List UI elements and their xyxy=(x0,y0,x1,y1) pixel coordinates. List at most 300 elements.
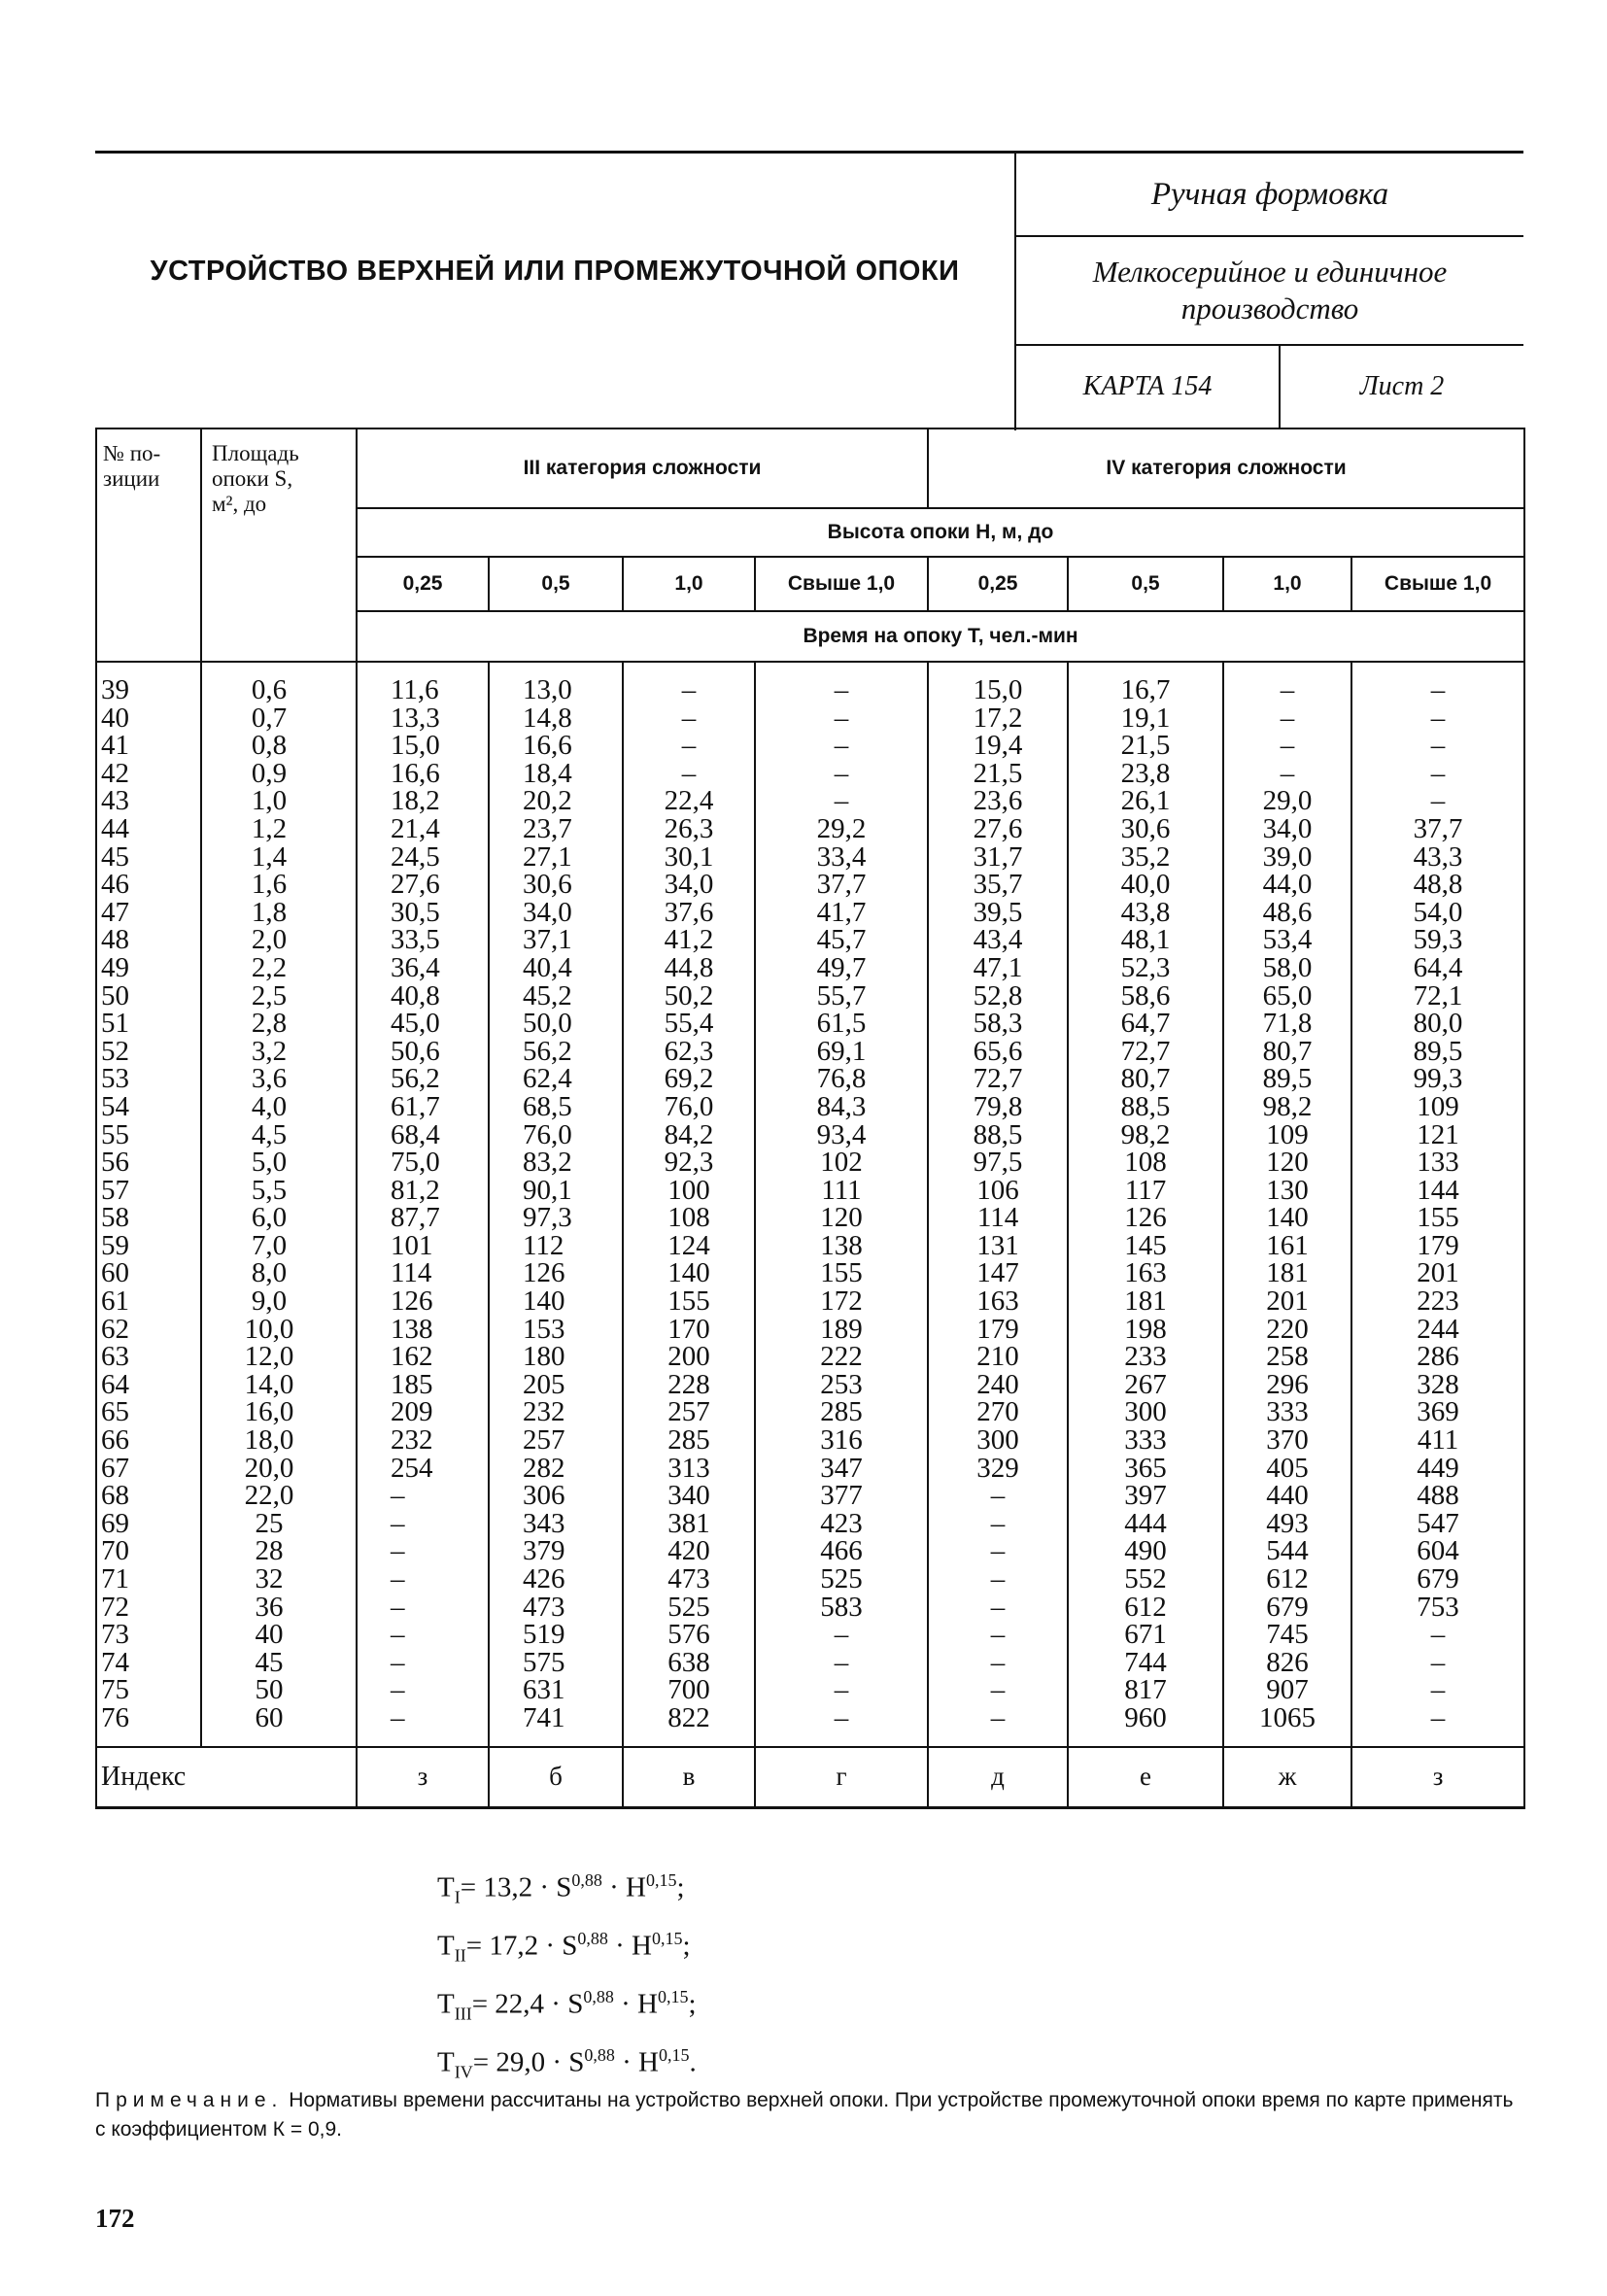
height-value-header: Свыше 1,0 xyxy=(1351,557,1524,611)
area-cell: 2,0 xyxy=(201,926,357,954)
time-cell: 39,5 xyxy=(928,899,1068,927)
area-cell: 1,8 xyxy=(201,899,357,927)
time-cell: – xyxy=(623,662,755,704)
time-cell: 43,8 xyxy=(1068,899,1223,927)
table-row xyxy=(96,954,1524,982)
time-cell: 80,0 xyxy=(1351,1010,1524,1038)
time-cell: 423 xyxy=(755,1510,928,1538)
time-cell: 155 xyxy=(1351,1204,1524,1232)
category-4-header: IV категория сложности xyxy=(928,428,1524,508)
position-header-line-1: № по- xyxy=(103,441,161,465)
time-cell: – xyxy=(623,732,755,760)
time-cell: – xyxy=(357,1649,489,1677)
time-cell: 54,0 xyxy=(1351,899,1524,927)
position-cell: 44 xyxy=(96,815,201,843)
table-row xyxy=(96,787,1524,815)
time-cell: 65,0 xyxy=(1223,982,1351,1011)
time-cell: – xyxy=(357,1676,489,1704)
position-cell: 68 xyxy=(96,1482,201,1510)
time-cell: 33,5 xyxy=(357,926,489,954)
time-cell: – xyxy=(1351,1676,1524,1704)
formula-t: T xyxy=(437,2046,455,2078)
position-cell: 71 xyxy=(96,1565,201,1593)
time-cell: 240 xyxy=(928,1371,1068,1399)
column-header-area xyxy=(201,428,357,662)
time-cell: 285 xyxy=(623,1426,755,1455)
area-cell: 14,0 xyxy=(201,1371,357,1399)
time-cell: – xyxy=(755,1676,928,1704)
time-cell: 34,0 xyxy=(623,871,755,899)
area-cell: 45 xyxy=(201,1649,357,1677)
time-cell: 753 xyxy=(1351,1593,1524,1622)
time-cell: 200 xyxy=(623,1343,755,1371)
time-cell: 223 xyxy=(1351,1287,1524,1316)
time-cell: 604 xyxy=(1351,1537,1524,1565)
time-cell: 131 xyxy=(928,1232,1068,1260)
time-cell: 45,0 xyxy=(357,1010,489,1038)
time-cell: 84,2 xyxy=(623,1121,755,1149)
formula-exp1: 0,88 xyxy=(583,1987,614,2006)
time-cell: 23,6 xyxy=(928,787,1068,815)
time-cell: – xyxy=(928,1676,1068,1704)
table-row xyxy=(96,1455,1524,1483)
time-cell: 228 xyxy=(623,1371,755,1399)
index-cell: в xyxy=(623,1747,755,1808)
position-cell: 49 xyxy=(96,954,201,982)
time-cell: 89,5 xyxy=(1223,1065,1351,1093)
table-row xyxy=(96,815,1524,843)
time-cell: 72,7 xyxy=(928,1065,1068,1093)
time-cell: 20,2 xyxy=(489,787,623,815)
index-cell: г xyxy=(755,1747,928,1808)
time-cell: – xyxy=(1351,1621,1524,1649)
formula xyxy=(437,2026,697,2084)
height-value-header: Свыше 1,0 xyxy=(755,557,928,611)
time-cell: – xyxy=(357,1621,489,1649)
production-line-1: Мелкосерийное и единичное xyxy=(1092,255,1448,289)
formula-exp1: 0,88 xyxy=(571,1870,602,1890)
time-cell: – xyxy=(1351,760,1524,788)
time-cell: 21,4 xyxy=(357,815,489,843)
position-cell: 70 xyxy=(96,1537,201,1565)
time-cell: – xyxy=(928,1593,1068,1622)
table-row xyxy=(96,1010,1524,1038)
time-cell: 56,2 xyxy=(489,1038,623,1066)
formula-sub: IV xyxy=(454,2062,473,2082)
time-cell: 114 xyxy=(357,1259,489,1287)
time-cell: 17,2 xyxy=(928,704,1068,733)
time-cell: 89,5 xyxy=(1351,1038,1524,1066)
time-cell: 15,0 xyxy=(357,732,489,760)
position-cell: 56 xyxy=(96,1148,201,1177)
time-cell: 253 xyxy=(755,1371,928,1399)
area-cell: 5,5 xyxy=(201,1177,357,1205)
time-cell: 205 xyxy=(489,1371,623,1399)
time-cell: 130 xyxy=(1223,1177,1351,1205)
time-cell: 108 xyxy=(623,1204,755,1232)
height-value-header: 0,5 xyxy=(489,557,623,611)
time-cell: 313 xyxy=(623,1455,755,1483)
time-cell: – xyxy=(1351,704,1524,733)
time-cell: 16,6 xyxy=(489,732,623,760)
time-cell: 69,1 xyxy=(755,1038,928,1066)
table-row xyxy=(96,732,1524,760)
table-row xyxy=(96,1704,1524,1747)
time-cell: 34,0 xyxy=(489,899,623,927)
time-cell: 140 xyxy=(489,1287,623,1316)
position-cell: 51 xyxy=(96,1010,201,1038)
time-cell: 145 xyxy=(1068,1232,1223,1260)
formula-end: . xyxy=(689,2046,697,2078)
time-cell: 114 xyxy=(928,1204,1068,1232)
time-cell: 138 xyxy=(357,1316,489,1344)
time-cell: 101 xyxy=(357,1232,489,1260)
height-value-header: 0,25 xyxy=(357,557,489,611)
area-cell: 2,8 xyxy=(201,1010,357,1038)
time-cell: 133 xyxy=(1351,1148,1524,1177)
formula xyxy=(437,1968,697,2026)
position-cell: 45 xyxy=(96,843,201,872)
time-cell: 365 xyxy=(1068,1455,1223,1483)
time-cell: – xyxy=(357,1482,489,1510)
time-cell: 817 xyxy=(1068,1676,1223,1704)
time-cell: 519 xyxy=(489,1621,623,1649)
time-cell: 59,3 xyxy=(1351,926,1524,954)
time-cell: 14,8 xyxy=(489,704,623,733)
height-value-header: 1,0 xyxy=(1223,557,1351,611)
time-cell: 52,3 xyxy=(1068,954,1223,982)
time-cell: 179 xyxy=(1351,1232,1524,1260)
time-cell: 700 xyxy=(623,1676,755,1704)
index-cell: д xyxy=(928,1747,1068,1808)
time-cell: 381 xyxy=(623,1510,755,1538)
formula-mid: · H xyxy=(614,2046,659,2078)
position-cell: 75 xyxy=(96,1676,201,1704)
time-cell: 40,0 xyxy=(1068,871,1223,899)
card-number: КАРТА 154 xyxy=(1016,346,1281,428)
time-cell: 45,2 xyxy=(489,982,623,1011)
time-cell: 30,1 xyxy=(623,843,755,872)
formula-t: T xyxy=(437,1930,455,1962)
time-cell: 22,4 xyxy=(623,787,755,815)
time-cell: 16,6 xyxy=(357,760,489,788)
time-cell: 23,7 xyxy=(489,815,623,843)
time-cell: 397 xyxy=(1068,1482,1223,1510)
position-cell: 60 xyxy=(96,1259,201,1287)
position-cell: 58 xyxy=(96,1204,201,1232)
time-cell: 48,1 xyxy=(1068,926,1223,954)
area-cell: 1,0 xyxy=(201,787,357,815)
time-cell: 31,7 xyxy=(928,843,1068,872)
time-cell: 76,0 xyxy=(489,1121,623,1149)
time-cell: 109 xyxy=(1351,1093,1524,1121)
area-cell: 28 xyxy=(201,1537,357,1565)
time-cell: 440 xyxy=(1223,1482,1351,1510)
time-cell: 232 xyxy=(489,1398,623,1426)
area-header-line-3: м², до xyxy=(212,492,267,516)
formula-exp2: 0,15 xyxy=(658,2045,690,2065)
time-cell: – xyxy=(928,1537,1068,1565)
time-cell: 493 xyxy=(1223,1510,1351,1538)
time-cell: 87,7 xyxy=(357,1204,489,1232)
time-cell: – xyxy=(755,760,928,788)
time-cell: 100 xyxy=(623,1177,755,1205)
header-info-block xyxy=(1016,154,1523,430)
area-cell: 10,0 xyxy=(201,1316,357,1344)
time-cell: 93,4 xyxy=(755,1121,928,1149)
time-cell: 40,4 xyxy=(489,954,623,982)
area-cell: 5,0 xyxy=(201,1148,357,1177)
area-cell: 2,2 xyxy=(201,954,357,982)
time-cell: 53,4 xyxy=(1223,926,1351,954)
area-cell: 1,6 xyxy=(201,871,357,899)
table-row xyxy=(96,1065,1524,1093)
table-row xyxy=(96,1621,1524,1649)
time-cell: 631 xyxy=(489,1676,623,1704)
time-cell: – xyxy=(1223,760,1351,788)
area-cell: 6,0 xyxy=(201,1204,357,1232)
table-row xyxy=(96,1426,1524,1455)
time-cell: 612 xyxy=(1223,1565,1351,1593)
time-cell: 52,8 xyxy=(928,982,1068,1011)
time-cell: 68,5 xyxy=(489,1093,623,1121)
area-cell: 12,0 xyxy=(201,1343,357,1371)
time-cell: 140 xyxy=(623,1259,755,1287)
time-cell: 544 xyxy=(1223,1537,1351,1565)
formula-end: ; xyxy=(682,1930,691,1962)
time-cell: 328 xyxy=(1351,1371,1524,1399)
formula-end: ; xyxy=(676,1871,685,1903)
time-cell: 162 xyxy=(357,1343,489,1371)
time-cell: – xyxy=(1351,1649,1524,1677)
production-label xyxy=(1016,237,1523,346)
table-row xyxy=(96,1510,1524,1538)
formula-exp2: 0,15 xyxy=(651,1929,683,1948)
time-cell: 50,2 xyxy=(623,982,755,1011)
time-cell: 48,6 xyxy=(1223,899,1351,927)
time-cell: 379 xyxy=(489,1537,623,1565)
time-cell: 420 xyxy=(623,1537,755,1565)
time-cell: 907 xyxy=(1223,1676,1351,1704)
position-cell: 54 xyxy=(96,1093,201,1121)
time-cell: 26,1 xyxy=(1068,787,1223,815)
area-cell: 1,2 xyxy=(201,815,357,843)
formula-sub: III xyxy=(454,2004,472,2024)
area-cell: 0,8 xyxy=(201,732,357,760)
index-cell: з xyxy=(1351,1747,1524,1808)
time-cell: 27,6 xyxy=(928,815,1068,843)
index-label: Индекс xyxy=(96,1747,357,1808)
time-cell: 55,4 xyxy=(623,1010,755,1038)
area-cell: 40 xyxy=(201,1621,357,1649)
time-cell: 198 xyxy=(1068,1316,1223,1344)
time-cell: 201 xyxy=(1223,1287,1351,1316)
time-cell: 547 xyxy=(1351,1510,1524,1538)
time-cell: 90,1 xyxy=(489,1177,623,1205)
time-cell: – xyxy=(1351,732,1524,760)
position-cell: 66 xyxy=(96,1426,201,1455)
time-cell: 84,3 xyxy=(755,1093,928,1121)
time-cell: 576 xyxy=(623,1621,755,1649)
time-cell: 286 xyxy=(1351,1343,1524,1371)
table-row xyxy=(96,926,1524,954)
time-cell: 71,8 xyxy=(1223,1010,1351,1038)
time-cell: 163 xyxy=(928,1287,1068,1316)
time-cell: 35,7 xyxy=(928,871,1068,899)
time-cell: 109 xyxy=(1223,1121,1351,1149)
formula xyxy=(437,1909,697,1968)
position-cell: 50 xyxy=(96,982,201,1011)
time-cell: 138 xyxy=(755,1232,928,1260)
formula-exp1: 0,88 xyxy=(577,1929,608,1948)
time-cell: – xyxy=(357,1704,489,1747)
time-cell: 126 xyxy=(1068,1204,1223,1232)
time-cell: 679 xyxy=(1223,1593,1351,1622)
height-value-header: 1,0 xyxy=(623,557,755,611)
position-cell: 62 xyxy=(96,1316,201,1344)
time-cell: 33,4 xyxy=(755,843,928,872)
table-row xyxy=(96,1371,1524,1399)
time-cell: – xyxy=(755,1621,928,1649)
time-cell: 181 xyxy=(1223,1259,1351,1287)
time-cell: 525 xyxy=(755,1565,928,1593)
position-cell: 61 xyxy=(96,1287,201,1316)
time-cell: 233 xyxy=(1068,1343,1223,1371)
time-cell: 39,0 xyxy=(1223,843,1351,872)
time-cell: 257 xyxy=(623,1398,755,1426)
time-cell: 44,8 xyxy=(623,954,755,982)
time-cell: 282 xyxy=(489,1455,623,1483)
time-cell: 744 xyxy=(1068,1649,1223,1677)
time-cell: 26,3 xyxy=(623,815,755,843)
time-cell: 444 xyxy=(1068,1510,1223,1538)
index-cell: б xyxy=(489,1747,623,1808)
area-cell: 18,0 xyxy=(201,1426,357,1455)
position-cell: 67 xyxy=(96,1455,201,1483)
time-cell: 671 xyxy=(1068,1621,1223,1649)
area-cell: 3,2 xyxy=(201,1038,357,1066)
formulas-block xyxy=(437,1851,697,2084)
time-cell: 88,5 xyxy=(1068,1093,1223,1121)
time-cell: 189 xyxy=(755,1316,928,1344)
time-cell: 11,6 xyxy=(357,662,489,704)
table-row xyxy=(96,1038,1524,1066)
time-cell: – xyxy=(357,1565,489,1593)
area-cell: 50 xyxy=(201,1676,357,1704)
note-label: Примечание. xyxy=(95,2089,284,2111)
position-cell: 40 xyxy=(96,704,201,733)
time-cell: 147 xyxy=(928,1259,1068,1287)
header-title-cell xyxy=(95,154,1016,430)
time-cell: 180 xyxy=(489,1343,623,1371)
position-header-line-2: зиции xyxy=(103,466,160,491)
time-cell: 75,0 xyxy=(357,1148,489,1177)
time-cell: 306 xyxy=(489,1482,623,1510)
time-cell: 411 xyxy=(1351,1426,1524,1455)
time-cell: 36,4 xyxy=(357,954,489,982)
time-cell: – xyxy=(755,1649,928,1677)
time-cell: – xyxy=(928,1482,1068,1510)
time-cell: – xyxy=(928,1649,1068,1677)
time-cell: 98,2 xyxy=(1223,1093,1351,1121)
position-cell: 53 xyxy=(96,1065,201,1093)
column-header-position xyxy=(96,428,201,662)
table-row xyxy=(96,1259,1524,1287)
time-cell: 179 xyxy=(928,1316,1068,1344)
time-cell: 97,3 xyxy=(489,1204,623,1232)
time-cell: 15,0 xyxy=(928,662,1068,704)
time-cell: 13,0 xyxy=(489,662,623,704)
position-cell: 39 xyxy=(96,662,201,704)
time-cell: 81,2 xyxy=(357,1177,489,1205)
table-row xyxy=(96,871,1524,899)
table-row xyxy=(96,1343,1524,1371)
time-cell: 23,8 xyxy=(1068,760,1223,788)
card-sheet-row xyxy=(1016,346,1523,428)
position-cell: 74 xyxy=(96,1649,201,1677)
time-cell: 329 xyxy=(928,1455,1068,1483)
formula-mid: · H xyxy=(607,1930,652,1962)
formula-coef: = 13,2 · S xyxy=(460,1871,572,1903)
time-cell: 27,6 xyxy=(357,871,489,899)
position-cell: 63 xyxy=(96,1343,201,1371)
table-row xyxy=(96,1398,1524,1426)
page-title: УСТРОЙСТВО ВЕРХНЕЙ ИЛИ ПРОМЕЖУТОЧНОЙ ОПОКИ xyxy=(150,256,960,287)
time-cell: 254 xyxy=(357,1455,489,1483)
method-label: Ручная формовка xyxy=(1016,154,1523,237)
time-cell: 117 xyxy=(1068,1177,1223,1205)
time-cell: 638 xyxy=(623,1649,755,1677)
index-cell: ж xyxy=(1223,1747,1351,1808)
time-cell: 153 xyxy=(489,1316,623,1344)
table-row xyxy=(96,760,1524,788)
time-cell: 76,8 xyxy=(755,1065,928,1093)
table-row xyxy=(96,1232,1524,1260)
area-cell: 2,5 xyxy=(201,982,357,1011)
area-cell: 4,5 xyxy=(201,1121,357,1149)
formula xyxy=(437,1851,697,1909)
time-cell: 29,2 xyxy=(755,815,928,843)
position-cell: 57 xyxy=(96,1177,201,1205)
time-cell: 552 xyxy=(1068,1565,1223,1593)
time-cell: 44,0 xyxy=(1223,871,1351,899)
formula-sub: II xyxy=(454,1945,466,1966)
time-cell: 61,5 xyxy=(755,1010,928,1038)
table-row xyxy=(96,1316,1524,1344)
time-cell: 18,2 xyxy=(357,787,489,815)
time-cell: 99,3 xyxy=(1351,1065,1524,1093)
formula-coef: = 29,0 · S xyxy=(472,2046,585,2078)
page-number: 172 xyxy=(95,2204,135,2233)
time-cell: 155 xyxy=(623,1287,755,1316)
time-cell: 41,7 xyxy=(755,899,928,927)
time-cell: 43,3 xyxy=(1351,843,1524,872)
formula-sub: I xyxy=(454,1887,461,1907)
time-cell: – xyxy=(623,704,755,733)
time-cell: 181 xyxy=(1068,1287,1223,1316)
table-row xyxy=(96,1287,1524,1316)
position-cell: 64 xyxy=(96,1371,201,1399)
area-cell: 0,6 xyxy=(201,662,357,704)
time-cell: 37,6 xyxy=(623,899,755,927)
time-cell: 449 xyxy=(1351,1455,1524,1483)
time-cell: 88,5 xyxy=(928,1121,1068,1149)
time-cell: 333 xyxy=(1223,1398,1351,1426)
table-row xyxy=(96,1177,1524,1205)
table-row xyxy=(96,1121,1524,1149)
table-row xyxy=(96,704,1524,733)
time-cell: 575 xyxy=(489,1649,623,1677)
